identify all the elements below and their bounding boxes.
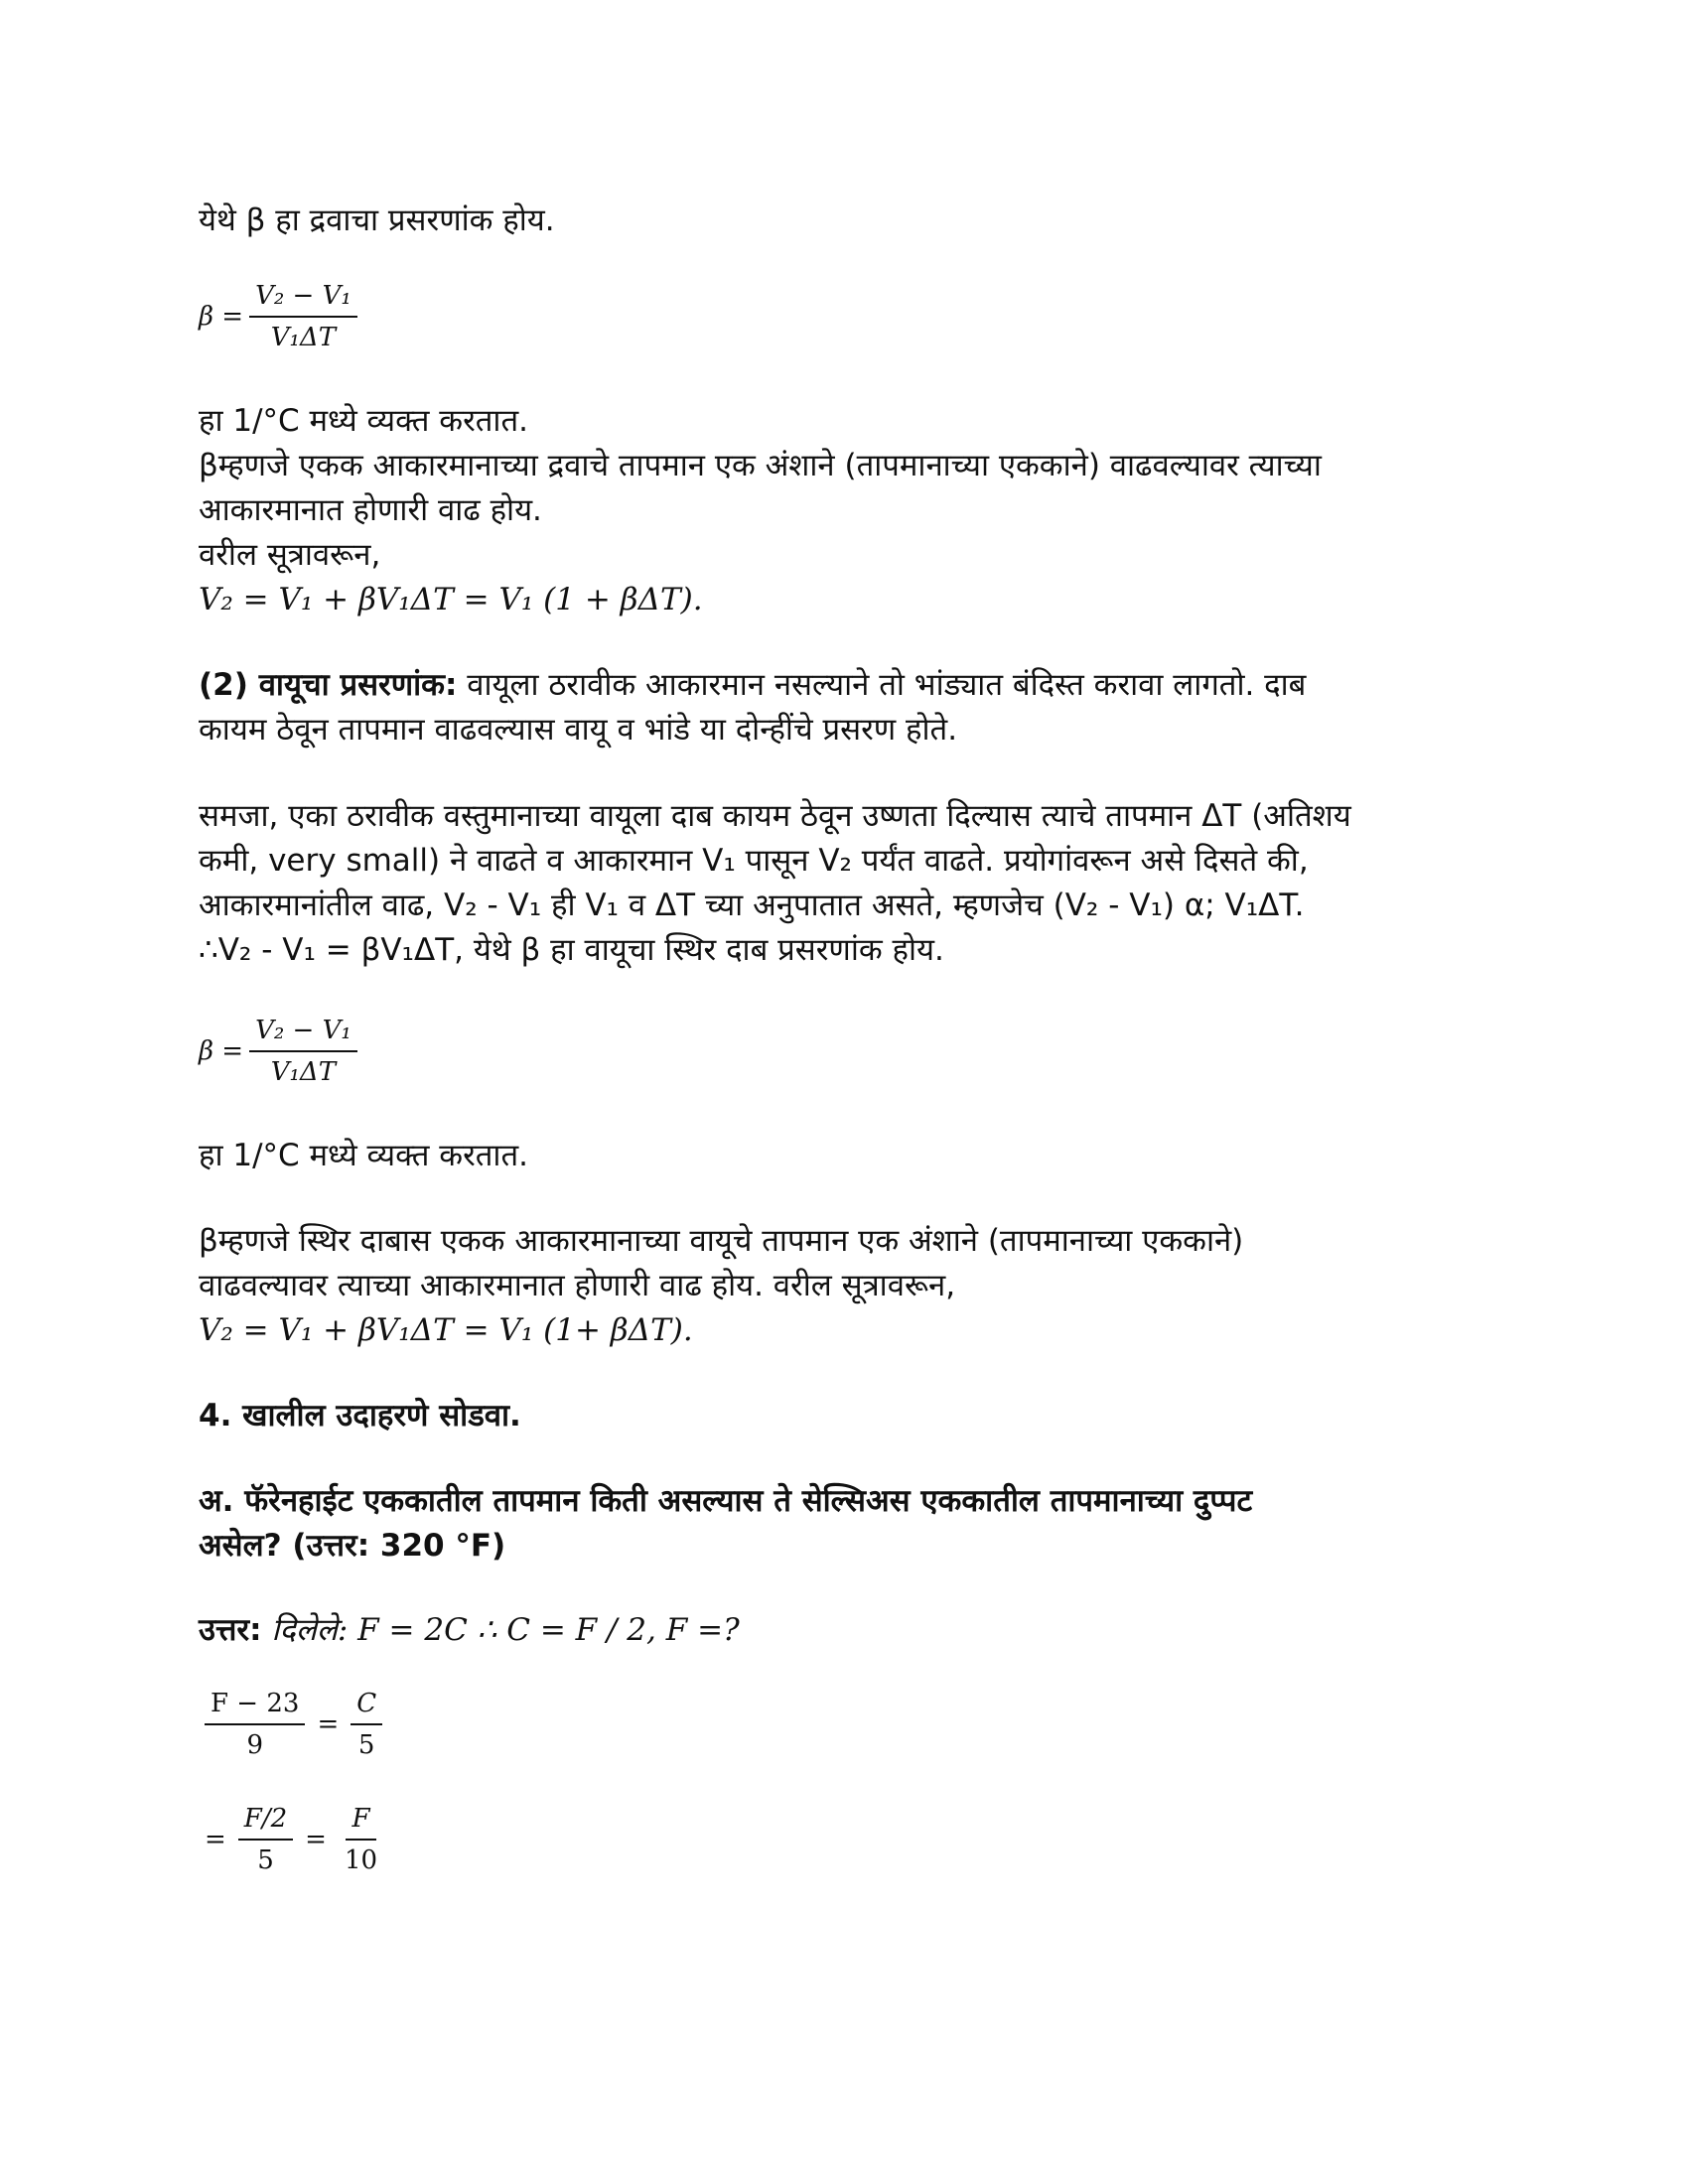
derived-formula: V₂ = V₁ + βV₁ΔT = V₁ (1+ βΔT). bbox=[199, 1312, 693, 1348]
formula-fraction bbox=[249, 1015, 357, 1088]
exercise-heading: 4. खालील उदाहरणे सोडवा. bbox=[199, 1398, 521, 1433]
formula-lhs: β = bbox=[199, 1036, 244, 1066]
answer-label: उत्तर: bbox=[199, 1612, 262, 1648]
gas-definition: βम्हणजे स्थिर दाबास एकक आकारमानाच्या वायूचे तापमान एक अंशाने (तापमानाच्या एककाने) वाढवल्यावर त्याच्या आकारमानात होणारी वाढ होय. वरील सूत्रावरून, V₂ = V₁ + βV₁ΔT = V₁ (1+ βΔT). bbox=[199, 1219, 1509, 1353]
gas-unit: हा 1/°C मध्ये व्यक्त करतात. bbox=[199, 1138, 528, 1173]
liquid-intro: येथे β हा द्रवाचा प्रसरणांक होय. bbox=[199, 203, 555, 238]
formula-denominator: V₁ΔT bbox=[270, 1057, 337, 1087]
gas-intro: (2) वायूचा प्रसरणांक: वायूला ठरावीक आकारमान नसल्याने तो भांड्यात बंदिस्त करावा लागतो. दाब कायम ठेवून तापमान वाढवल्यास वायू व भांडे या दोन्हींचे प्रसरण होते. bbox=[199, 667, 1307, 748]
derived-formula: V₂ = V₁ + βV₁ΔT = V₁ (1 + βΔT). bbox=[199, 582, 703, 617]
answer-given: दिलेले: F = 2C ∴ C = F / 2, F =? bbox=[261, 1612, 740, 1648]
liquid-explanation bbox=[199, 399, 1509, 622]
formula-numerator: V₂ − V₁ bbox=[249, 280, 357, 318]
equation-2: = $\frac{F/2}{5}$ = $\frac{F}{10}$ bbox=[199, 1803, 389, 1876]
equation-fraction: $\frac{F/2}{5}$ bbox=[238, 1803, 293, 1876]
from-formula-line: वरील सूत्रावरून, bbox=[199, 537, 381, 573]
section-heading: (2) वायूचा प्रसरणांक: bbox=[199, 667, 458, 703]
gas-formula bbox=[199, 1015, 363, 1088]
definition-line: βम्हणजे एकक आकारमानाच्या द्रवाचे तापमान एक अंशाने (तापमानाच्या एककाने) वाढवल्यावर त्याच्या bbox=[199, 448, 1322, 483]
equation-fraction: $\frac{C}{5}$ bbox=[351, 1688, 382, 1761]
formula-lhs: β = bbox=[199, 302, 244, 332]
equation-1: $\frac{F - 23}{9}$ = $\frac{C}{5}$ bbox=[199, 1688, 388, 1761]
liquid-formula bbox=[199, 280, 363, 353]
unit-line: हा 1/°C मध्ये व्यक्त करतात. bbox=[199, 403, 528, 439]
gas-paragraph: समजा, एका ठरावीक वस्तुमानाच्या वायूला दाब कायम ठेवून उष्णता दिल्यास त्याचे तापमान ΔT (अतिशय कमी, very small) ने वाढते व आकारमान V₁ पासून V₂ पर्यंत वाढते. प्रयोगांवरून असे दिसते की, आकारमानांतील वाढ, V₂ - V₁ ही V₁ व ΔT च्या अनुपातात असते, म्हणजेच (V₂ - V₁) α; V₁ΔT. ∴V₂ - V₁ = βV₁ΔT, येथे β हा वायूचा स्थिर दाब प्रसरणांक होय. bbox=[199, 798, 1351, 968]
exercise-answer bbox=[199, 1608, 1509, 1653]
equation-fraction: $\frac{F}{10}$ bbox=[344, 1804, 378, 1875]
exercise-question: अ. फॅरेनहाईट एककातील तापमान किती असल्यास ते सेल्सिअस एककातील तापमानाच्या दुप्पट असेल? (उत्तर: 320 °F) bbox=[199, 1483, 1253, 1564]
equation-fraction: $\frac{F - 23}{9}$ bbox=[205, 1688, 305, 1761]
definition-line: आकारमानात होणारी वाढ होय. bbox=[199, 492, 542, 528]
formula-denominator: V₁ΔT bbox=[270, 323, 337, 352]
formula-fraction bbox=[249, 280, 357, 353]
formula-numerator: V₂ − V₁ bbox=[249, 1015, 357, 1052]
